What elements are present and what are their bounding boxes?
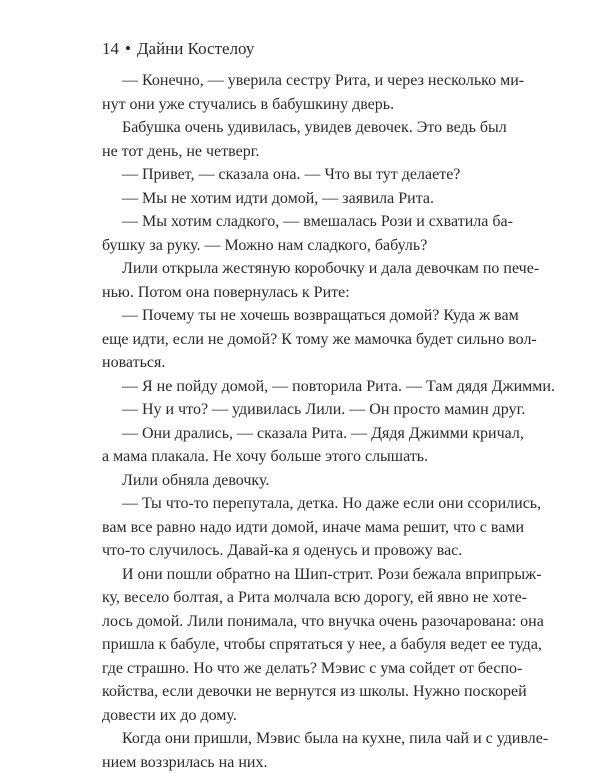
running-header bbox=[102, 38, 254, 60]
text-line: довести их до дому. bbox=[102, 704, 500, 728]
text-line: Лили обняла девочку. bbox=[102, 469, 500, 493]
text-line: бушку за руку. — Можно нам сладкого, бабуль? bbox=[102, 234, 500, 258]
text-line: новаться. bbox=[102, 351, 500, 375]
text-line: Когда они пришли, Мэвис была на кухне, пила чай и с удивле- bbox=[102, 727, 500, 751]
text-line: лось домой. Лили понимала, что внучка очень разочарована: она bbox=[102, 610, 500, 634]
header-separator: • bbox=[125, 38, 131, 60]
text-line: нью. Потом она повернулась к Рите: bbox=[102, 281, 500, 305]
text-line: — Мы хотим сладкого, — вмешалась Рози и схватила ба- bbox=[102, 210, 500, 234]
text-line: — Ну и что? — удивилась Лили. — Он просто мамин друг. bbox=[102, 398, 500, 422]
text-line: вам все равно надо идти домой, иначе мама решит, что с вами bbox=[102, 516, 500, 540]
text-line: еще идти, если не домой? К тому же мамочка будет сильно вол- bbox=[102, 328, 500, 352]
author-name: Дайни Костелоу bbox=[137, 39, 254, 58]
text-line: — Ты что-то перепутала, детка. Но даже если они ссорились, bbox=[102, 492, 500, 516]
text-line: нут они уже стучались в бабушкину дверь. bbox=[102, 93, 500, 117]
text-line: — Привет, — сказала она. — Что вы тут делаете? bbox=[102, 163, 500, 187]
text-line: что-то случилось. Давай-ка я оденусь и провожу вас. bbox=[102, 539, 500, 563]
text-line: койства, если девочки не вернутся из школы. Нужно поскорей bbox=[102, 680, 500, 704]
text-line: а мама плакала. Не хочу больше этого слышать. bbox=[102, 445, 500, 469]
text-line: Бабушка очень удивилась, увидев девочек. Это ведь был bbox=[102, 116, 500, 140]
text-line: пришла к бабуле, чтобы спрятаться у нее, а бабуля ведет ее туда, bbox=[102, 633, 500, 657]
text-line: И они пошли обратно на Шип-стрит. Рози бежала вприпрыж- bbox=[102, 563, 500, 587]
text-line: — Почему ты не хочешь возвращаться домой? Куда ж вам bbox=[102, 304, 500, 328]
text-line: ку, весело болтая, а Рита молчала всю дорогу, ей явно не хоте- bbox=[102, 586, 500, 610]
text-line: — Я не пойду домой, — повторила Рита. — Там дядя Джимми. bbox=[102, 375, 500, 399]
text-line: — Конечно, — уверила сестру Рита, и через несколько ми- bbox=[102, 69, 500, 93]
text-line: где страшно. Но что же делать? Мэвис с ума сойдет от беспо- bbox=[102, 657, 500, 681]
text-line: — Они дрались, — сказала Рита. — Дядя Джимми кричал, bbox=[102, 422, 500, 446]
text-line: — Мы не хотим идти домой, — заявила Рита. bbox=[102, 187, 500, 211]
text-line: Лили открыла жестяную коробочку и дала девочкам по пече- bbox=[102, 257, 500, 281]
page-number: 14 bbox=[102, 39, 119, 58]
text-line: нием воззрилась на них. bbox=[102, 751, 500, 774]
text-line: не тот день, не четверг. bbox=[102, 140, 500, 164]
body-text bbox=[102, 69, 500, 774]
